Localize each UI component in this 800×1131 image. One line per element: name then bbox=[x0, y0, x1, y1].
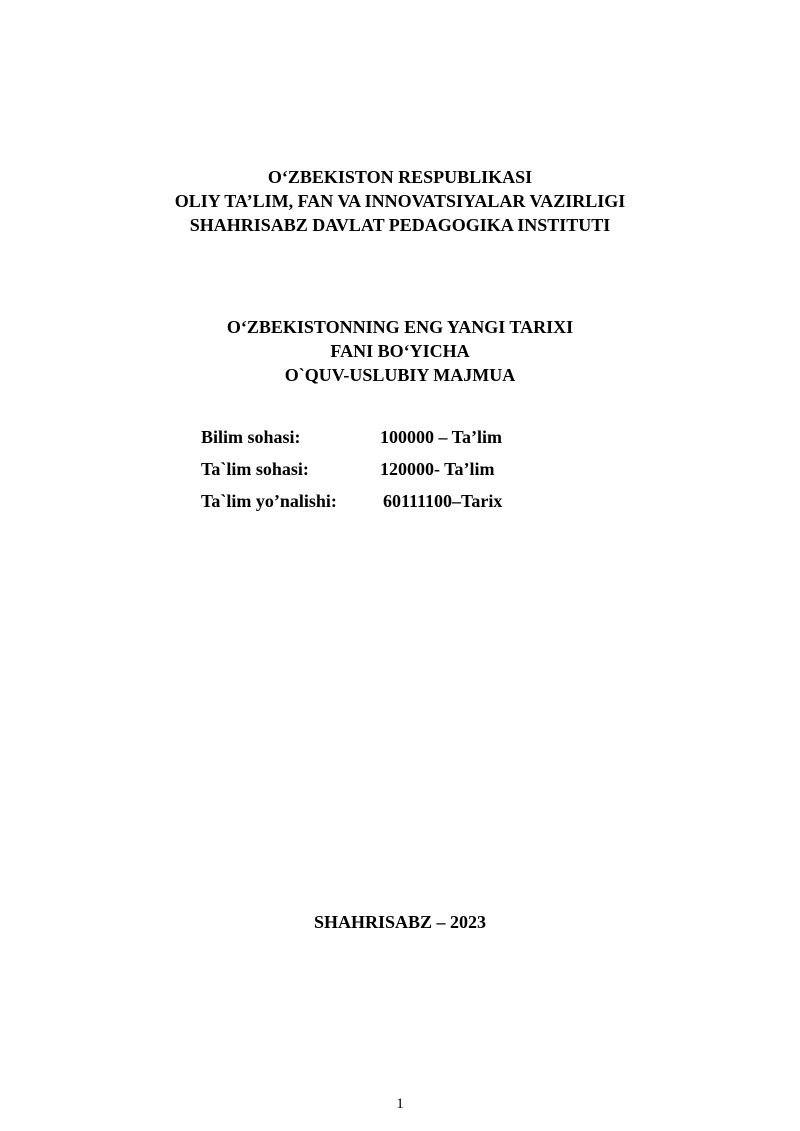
info-label: Ta`lim yo’nalishi: bbox=[201, 491, 337, 511]
title-line-type: O`QUV-USLUBIY MAJMUA bbox=[284, 365, 516, 385]
document-title bbox=[0, 315, 800, 387]
header-line-country: O‘ZBEKISTON RESPUBLIKASI bbox=[267, 167, 533, 187]
info-label: Ta`lim sohasi: bbox=[201, 459, 309, 479]
page-number: 1 bbox=[396, 1096, 404, 1112]
info-label: Bilim sohasi: bbox=[201, 427, 301, 447]
institution-header bbox=[0, 165, 800, 237]
info-value: 100000 – Ta’lim bbox=[380, 427, 503, 447]
info-value: 120000- Ta’lim bbox=[380, 459, 495, 479]
header-line-ministry: OLIY TA’LIM, FAN VA INNOVATSIYALAR VAZIRLIGI bbox=[174, 191, 626, 211]
header-line-institute: SHAHRISABZ DAVLAT PEDAGOGIKA INSTITUTI bbox=[189, 215, 611, 235]
info-value: 60111100–Tarix bbox=[383, 491, 503, 511]
title-line-subject: O‘ZBEKISTONNING ENG YANGI TARIXI bbox=[226, 317, 574, 337]
title-line-course: FANI BO‘YICHA bbox=[330, 341, 470, 361]
city-year: SHAHRISABZ – 2023 bbox=[313, 912, 487, 932]
